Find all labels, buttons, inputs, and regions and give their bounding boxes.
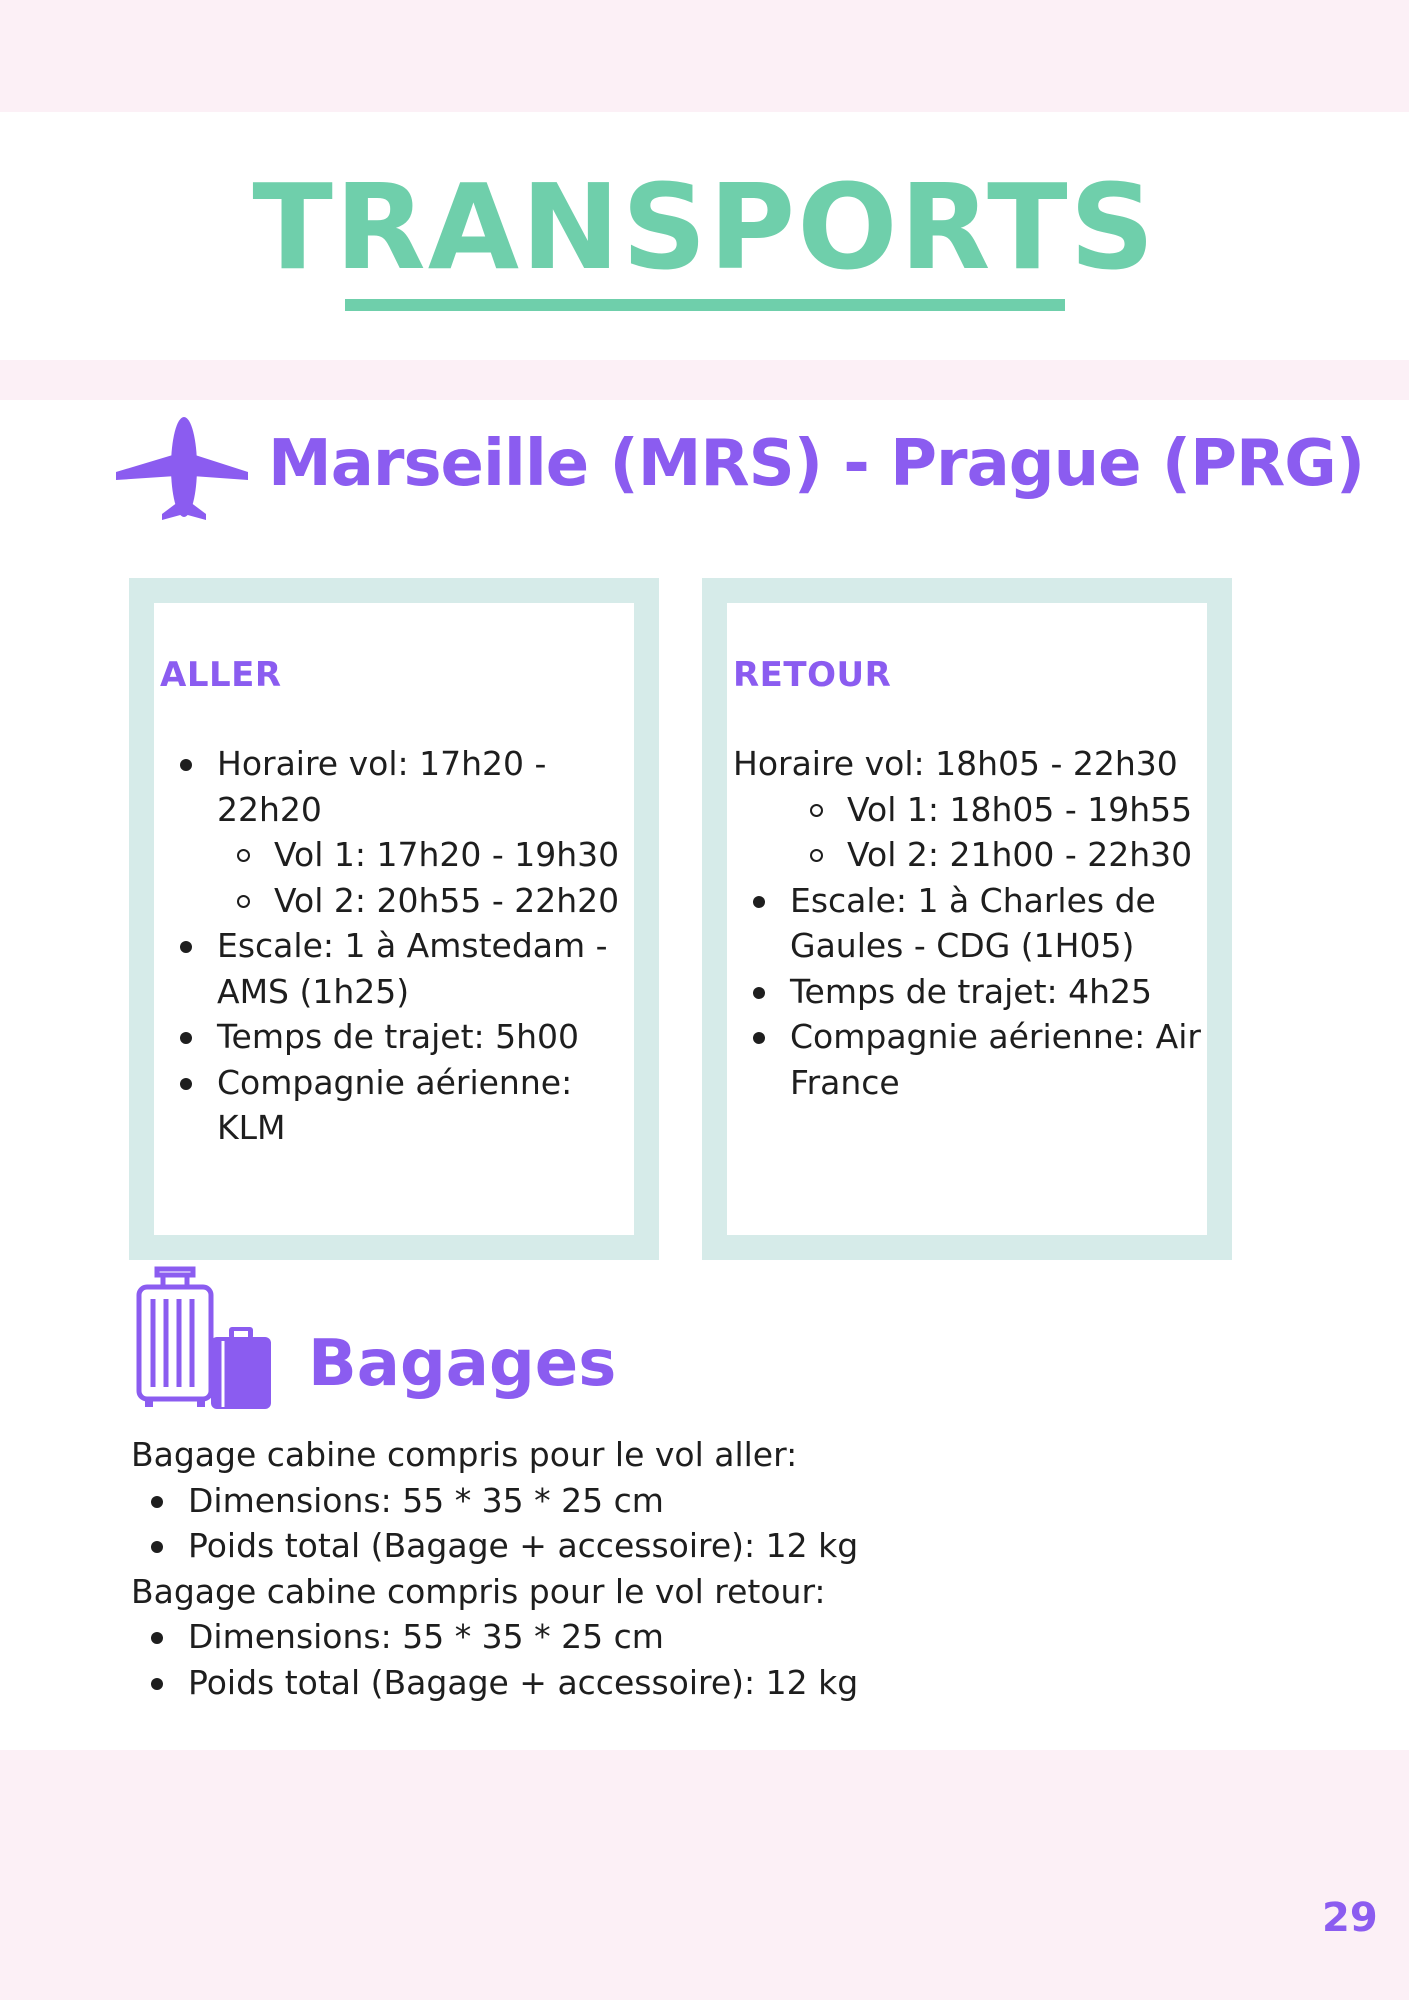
list-item bbox=[160, 923, 630, 1014]
list-item bbox=[160, 1014, 630, 1060]
retour-vol-1: Vol 1: 18h05 - 19h55 bbox=[847, 789, 1193, 829]
aller-vol-1: Vol 1: 17h20 - 19h30 bbox=[274, 835, 620, 874]
route-title: Marseille (MRS) - Prague (PRG) bbox=[268, 427, 1365, 501]
bagages-title: Bagages bbox=[308, 1327, 617, 1401]
bagages-retour-dimensions: Dimensions: 55 * 35 * 25 cm bbox=[188, 1617, 664, 1656]
bagages-details bbox=[131, 1432, 1231, 1705]
luggage-icon bbox=[135, 1265, 275, 1410]
aller-horaire: Horaire vol: 17h20 - 22h20 bbox=[217, 744, 547, 829]
list-item bbox=[790, 787, 1203, 833]
aller-escale: Escale: 1 à Amstedam -AMS (1h25) bbox=[217, 926, 608, 1011]
retour-horaire: Horaire vol: 18h05 - 22h30 bbox=[733, 744, 1178, 783]
retour-heading: RETOUR bbox=[733, 655, 892, 695]
list-item bbox=[733, 1014, 1203, 1105]
retour-details bbox=[733, 741, 1203, 1105]
bagages-retour-poids: Poids total (Bagage + accessoire): 12 kg bbox=[188, 1662, 859, 1702]
aller-vol-2: Vol 2: 20h55 - 22h20 bbox=[274, 880, 620, 920]
retour-escale: Escale: 1 à Charles de Gaules - CDG (1H05) bbox=[790, 880, 1156, 965]
list-item bbox=[733, 969, 1203, 1015]
aller-card bbox=[129, 578, 659, 1260]
aller-temps: Temps de trajet: 5h00 bbox=[217, 1017, 580, 1056]
retour-temps: Temps de trajet: 4h25 bbox=[790, 971, 1153, 1011]
list-item bbox=[131, 1660, 1231, 1706]
retour-card bbox=[702, 578, 1232, 1260]
list-item bbox=[160, 741, 630, 923]
list-item bbox=[131, 1523, 1231, 1569]
list-item bbox=[131, 1614, 1231, 1660]
page-title: TRANSPORTS bbox=[252, 158, 1157, 296]
page-number: 29 bbox=[1322, 1895, 1378, 1941]
bagages-aller-dimensions: Dimensions: 55 * 35 * 25 cm bbox=[188, 1480, 664, 1520]
aller-heading: ALLER bbox=[160, 655, 282, 695]
airplane-icon bbox=[112, 410, 252, 525]
retour-vol-2: Vol 2: 21h00 - 22h30 bbox=[847, 835, 1193, 874]
title-underline bbox=[345, 299, 1065, 311]
retour-compagnie: Compagnie aérienne: Air France bbox=[790, 1017, 1201, 1102]
list-item bbox=[160, 1060, 630, 1151]
bagages-aller-poids: Poids total (Bagage + accessoire): 12 kg bbox=[188, 1526, 859, 1565]
list-item bbox=[217, 832, 630, 878]
bagages-aller-intro: Bagage cabine compris pour le vol aller: bbox=[131, 1435, 798, 1474]
aller-details bbox=[160, 741, 630, 1151]
bagages-retour-intro: Bagage cabine compris pour le vol retour: bbox=[131, 1571, 826, 1611]
list-item bbox=[131, 1478, 1231, 1524]
list-item bbox=[217, 878, 630, 924]
list-item bbox=[790, 832, 1203, 878]
aller-compagnie: Compagnie aérienne: KLM bbox=[217, 1062, 573, 1147]
list-item bbox=[733, 878, 1203, 969]
